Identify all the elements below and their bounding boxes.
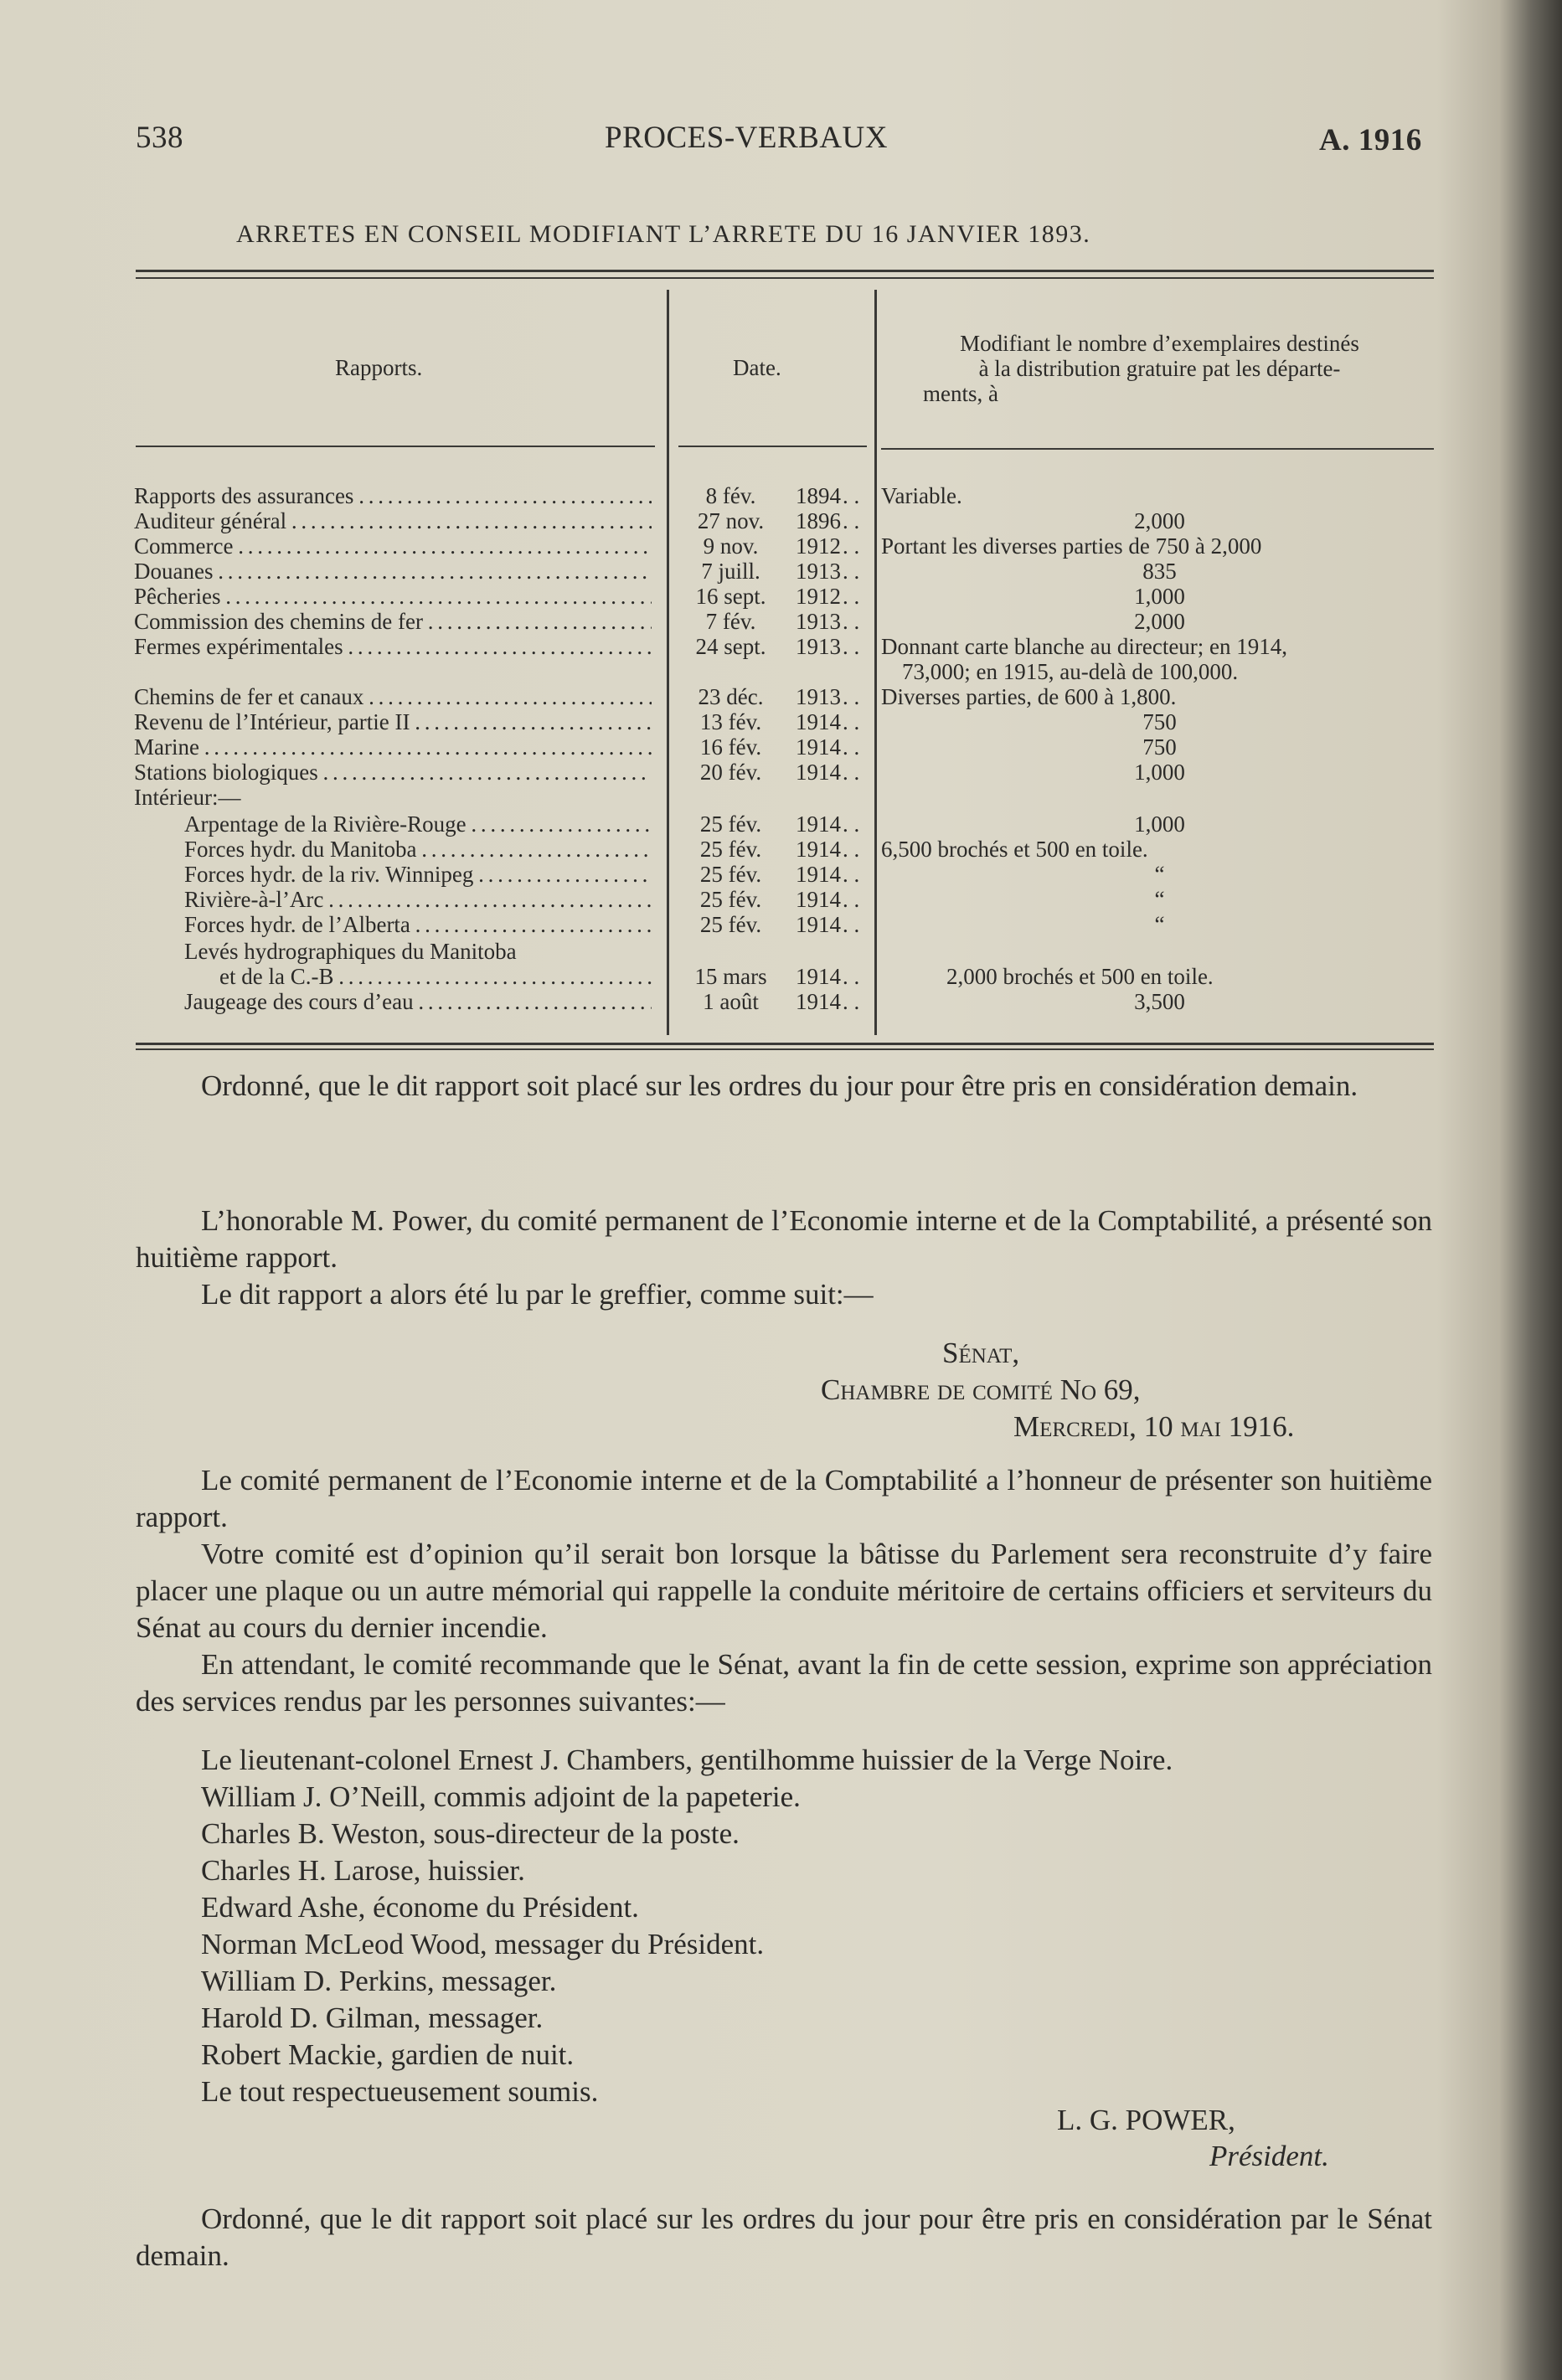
row-mod: 3,500 (1134, 989, 1185, 1014)
row-year: 1913 . . (796, 609, 859, 634)
row-name: Arpentage de la Rivière-Rouge . . . (184, 811, 652, 837)
row-mod: 2,000 (1134, 609, 1185, 634)
row-day: 8 fév. (705, 483, 756, 508)
paragraph-lu: Le dit rapport a alors été lu par le greffier, comme suit:— (201, 1278, 874, 1311)
row-name: Commission des chemins de fer . . . (134, 609, 652, 634)
row-year: 1914 . . (796, 734, 859, 760)
header-date: Date. (733, 355, 781, 380)
row-group-heading: Intérieur:— (134, 785, 241, 810)
list-item: Edward Ashe, économe du Président. (201, 1891, 639, 1924)
row-year: 1896 . . (796, 508, 859, 533)
row-name: Revenu de l’Intérieur, partie II . . . (134, 709, 652, 734)
row-year: 1914 . . (796, 862, 859, 887)
row-name: Marine . . . (134, 734, 652, 760)
row-year: 1913 . . (796, 559, 859, 584)
heading-date: Mercredi, 10 mai 1916. (1013, 1410, 1295, 1443)
column-divider-1 (667, 290, 669, 1035)
table-bottom-rule (136, 1043, 1434, 1045)
row-name: Rapports des assurances . . . (134, 483, 652, 508)
list-item: Robert Mackie, gardien de nuit. (201, 2038, 575, 2071)
row-year: 1914 . . (796, 989, 859, 1014)
column-divider-2 (874, 290, 877, 1035)
paragraph-attendant: En attendant, le comité recommande que le Sénat, avant la fin de cette session, exprime son appréciation des services rendus par les personnes suivantes:— (136, 1648, 1432, 1718)
row-day: 25 fév. (699, 837, 762, 862)
row-mod: Diverses parties, de 600 à 1,800. (881, 684, 1177, 709)
row-mod-continued: 73,000; en 1915, au-delà de 100,000. (902, 659, 1239, 684)
header-rapports: Rapports. (335, 355, 423, 380)
row-mod: 1,000 (1134, 811, 1185, 837)
row-mod: Variable. (881, 483, 962, 508)
row-year: 1894 . . (796, 483, 859, 508)
row-mod: 750 (1142, 734, 1177, 760)
row-year: 1912 . . (796, 533, 859, 559)
list-item: William J. O’Neill, commis adjoint de la papeterie. (201, 1780, 801, 1813)
row-name: Forces hydr. de la riv. Winnipeg . . . (184, 862, 652, 887)
row-year: 1914 . . (796, 837, 859, 862)
row-mod: 2,000 brochés et 500 en toile. (946, 964, 1214, 989)
row-day: 16 fév. (699, 734, 762, 760)
table-title: ARRETES EN CONSEIL MODIFIANT L’ARRETE DU 16 JANVIER 1893. (236, 220, 1091, 248)
heading-senat: Sénat, (942, 1337, 1020, 1369)
paragraph-votre: Votre comité est d’opinion qu’il serait bon lorsque la bâtisse du Parlement sera reconstruite d’y faire placer une plaque ou un autre mémorial qui rappelle la conduite méritoire de certains officiers et serviteurs du Sénat au cours du dernier incendie. (136, 1538, 1432, 1644)
row-day: 20 fév. (699, 760, 762, 785)
row-day: 25 fév. (699, 887, 762, 912)
running-title: PROCES-VERBAUX (605, 121, 888, 155)
row-name: Forces hydr. de l’Alberta . . . (184, 912, 652, 937)
row-day: 7 juill. (701, 559, 760, 584)
list-item: Le lieutenant-colonel Ernest J. Chambers, gentilhomme huissier de la Verge Noire. (201, 1744, 1173, 1776)
list-item: Charles B. Weston, sous-directeur de la poste. (201, 1817, 740, 1850)
row-day: 25 fév. (699, 862, 762, 887)
row-name: Commerce . . . (134, 533, 652, 559)
row-mod: Donnant carte blanche au directeur; en 1914, (881, 634, 1288, 659)
row-year: 1914 . . (796, 912, 859, 937)
row-mod: “ (1154, 887, 1165, 912)
header-underline-2 (678, 446, 867, 447)
paragraph-comite: Le comité permanent de l’Economie interne et de la Comptabilité a l’honneur de présenter son huitième rapport. (136, 1464, 1432, 1533)
row-name: Levés hydrographiques du Manitoba (184, 939, 517, 964)
row-year: 1913 . . (796, 684, 859, 709)
row-year: 1913 . . (796, 634, 859, 659)
header-underline-3 (881, 448, 1434, 450)
row-day: 15 mars (694, 964, 767, 989)
row-name: Chemins de fer et canaux . . . (134, 684, 652, 709)
row-mod: 1,000 (1134, 760, 1185, 785)
signature-title: Président. (1209, 2140, 1329, 2172)
row-name: Forces hydr. du Manitoba . . . (184, 837, 652, 862)
row-name: Fermes expérimentales . . . (134, 634, 652, 659)
row-name: Jaugeage des cours d’eau . . . (184, 989, 652, 1014)
header-modifiant-2: à la distribution gratuire pat les départe- (978, 356, 1341, 381)
table-top-rule-2 (136, 277, 1434, 279)
row-year: 1914 . . (796, 709, 859, 734)
row-year: 1914 . . (796, 887, 859, 912)
table-bottom-rule-2 (136, 1048, 1434, 1050)
list-item: Charles H. Larose, huissier. (201, 1854, 525, 1887)
page-number: 538 (136, 121, 183, 155)
row-mod: 750 (1142, 709, 1177, 734)
row-day: 24 sept. (695, 634, 766, 659)
list-item: Le tout respectueusement soumis. (201, 2075, 599, 2108)
row-mod: 2,000 (1134, 508, 1185, 533)
list-item: Norman McLeod Wood, messager du Président. (201, 1928, 765, 1960)
list-item: William D. Perkins, messager. (201, 1965, 557, 1997)
table-top-rule (136, 270, 1434, 272)
session-label: A. 1916 (1319, 123, 1422, 157)
row-mod: 835 (1142, 559, 1177, 584)
row-mod: 1,000 (1134, 584, 1185, 609)
row-day: 25 fév. (699, 811, 762, 837)
row-name: Rivière-à-l’Arc . . . (184, 887, 652, 912)
list-item: Harold D. Gilman, messager. (201, 2001, 544, 2034)
row-mod: 6,500 brochés et 500 en toile. (881, 837, 1148, 862)
row-year: 1914 . . (796, 760, 859, 785)
header-modifiant-1: Modifiant le nombre d’exemplaires destinés (960, 331, 1359, 356)
row-day: 27 nov. (697, 508, 765, 533)
header-modifiant-3: ments, à (923, 381, 998, 406)
paragraph-ordonne-2: Ordonné, que le dit rapport soit placé sur les ordres du jour pour être pris en considération par le Sénat demain. (136, 2202, 1432, 2272)
row-day: 25 fév. (699, 912, 762, 937)
row-year: 1914 . . (796, 811, 859, 837)
row-day: 9 nov. (703, 533, 759, 559)
signature-name: L. G. POWER, (1057, 2104, 1235, 2136)
row-mod: “ (1154, 912, 1165, 937)
row-day: 13 fév. (699, 709, 762, 734)
row-mod: “ (1154, 862, 1165, 887)
heading-chambre: Chambre de comité No 69, (821, 1373, 1141, 1406)
row-year: 1914 . . (796, 964, 859, 989)
row-name: Pêcheries . . . (134, 584, 652, 609)
row-year: 1912 . . (796, 584, 859, 609)
row-day: 1 août (703, 989, 759, 1014)
row-day: 23 déc. (698, 684, 764, 709)
paragraph-ordonne-1: Ordonné, que le dit rapport soit placé sur les ordres du jour pour être pris en considération demain. (201, 1069, 1358, 1102)
paragraph-power-intro: L’honorable M. Power, du comité permanent de l’Economie interne et de la Comptabilité, a présenté son huitième rapport. (136, 1204, 1432, 1274)
row-name: Auditeur général . . . (134, 508, 652, 533)
row-name: Douanes . . . (134, 559, 652, 584)
row-day: 16 sept. (695, 584, 766, 609)
row-name: Stations biologiques . . . (134, 760, 652, 785)
header-underline-1 (136, 446, 655, 447)
row-name-continued: et de la C.-B . . . (219, 964, 652, 989)
row-mod: Portant les diverses parties de 750 à 2,000 (881, 533, 1262, 559)
row-day: 7 fév. (705, 609, 756, 634)
